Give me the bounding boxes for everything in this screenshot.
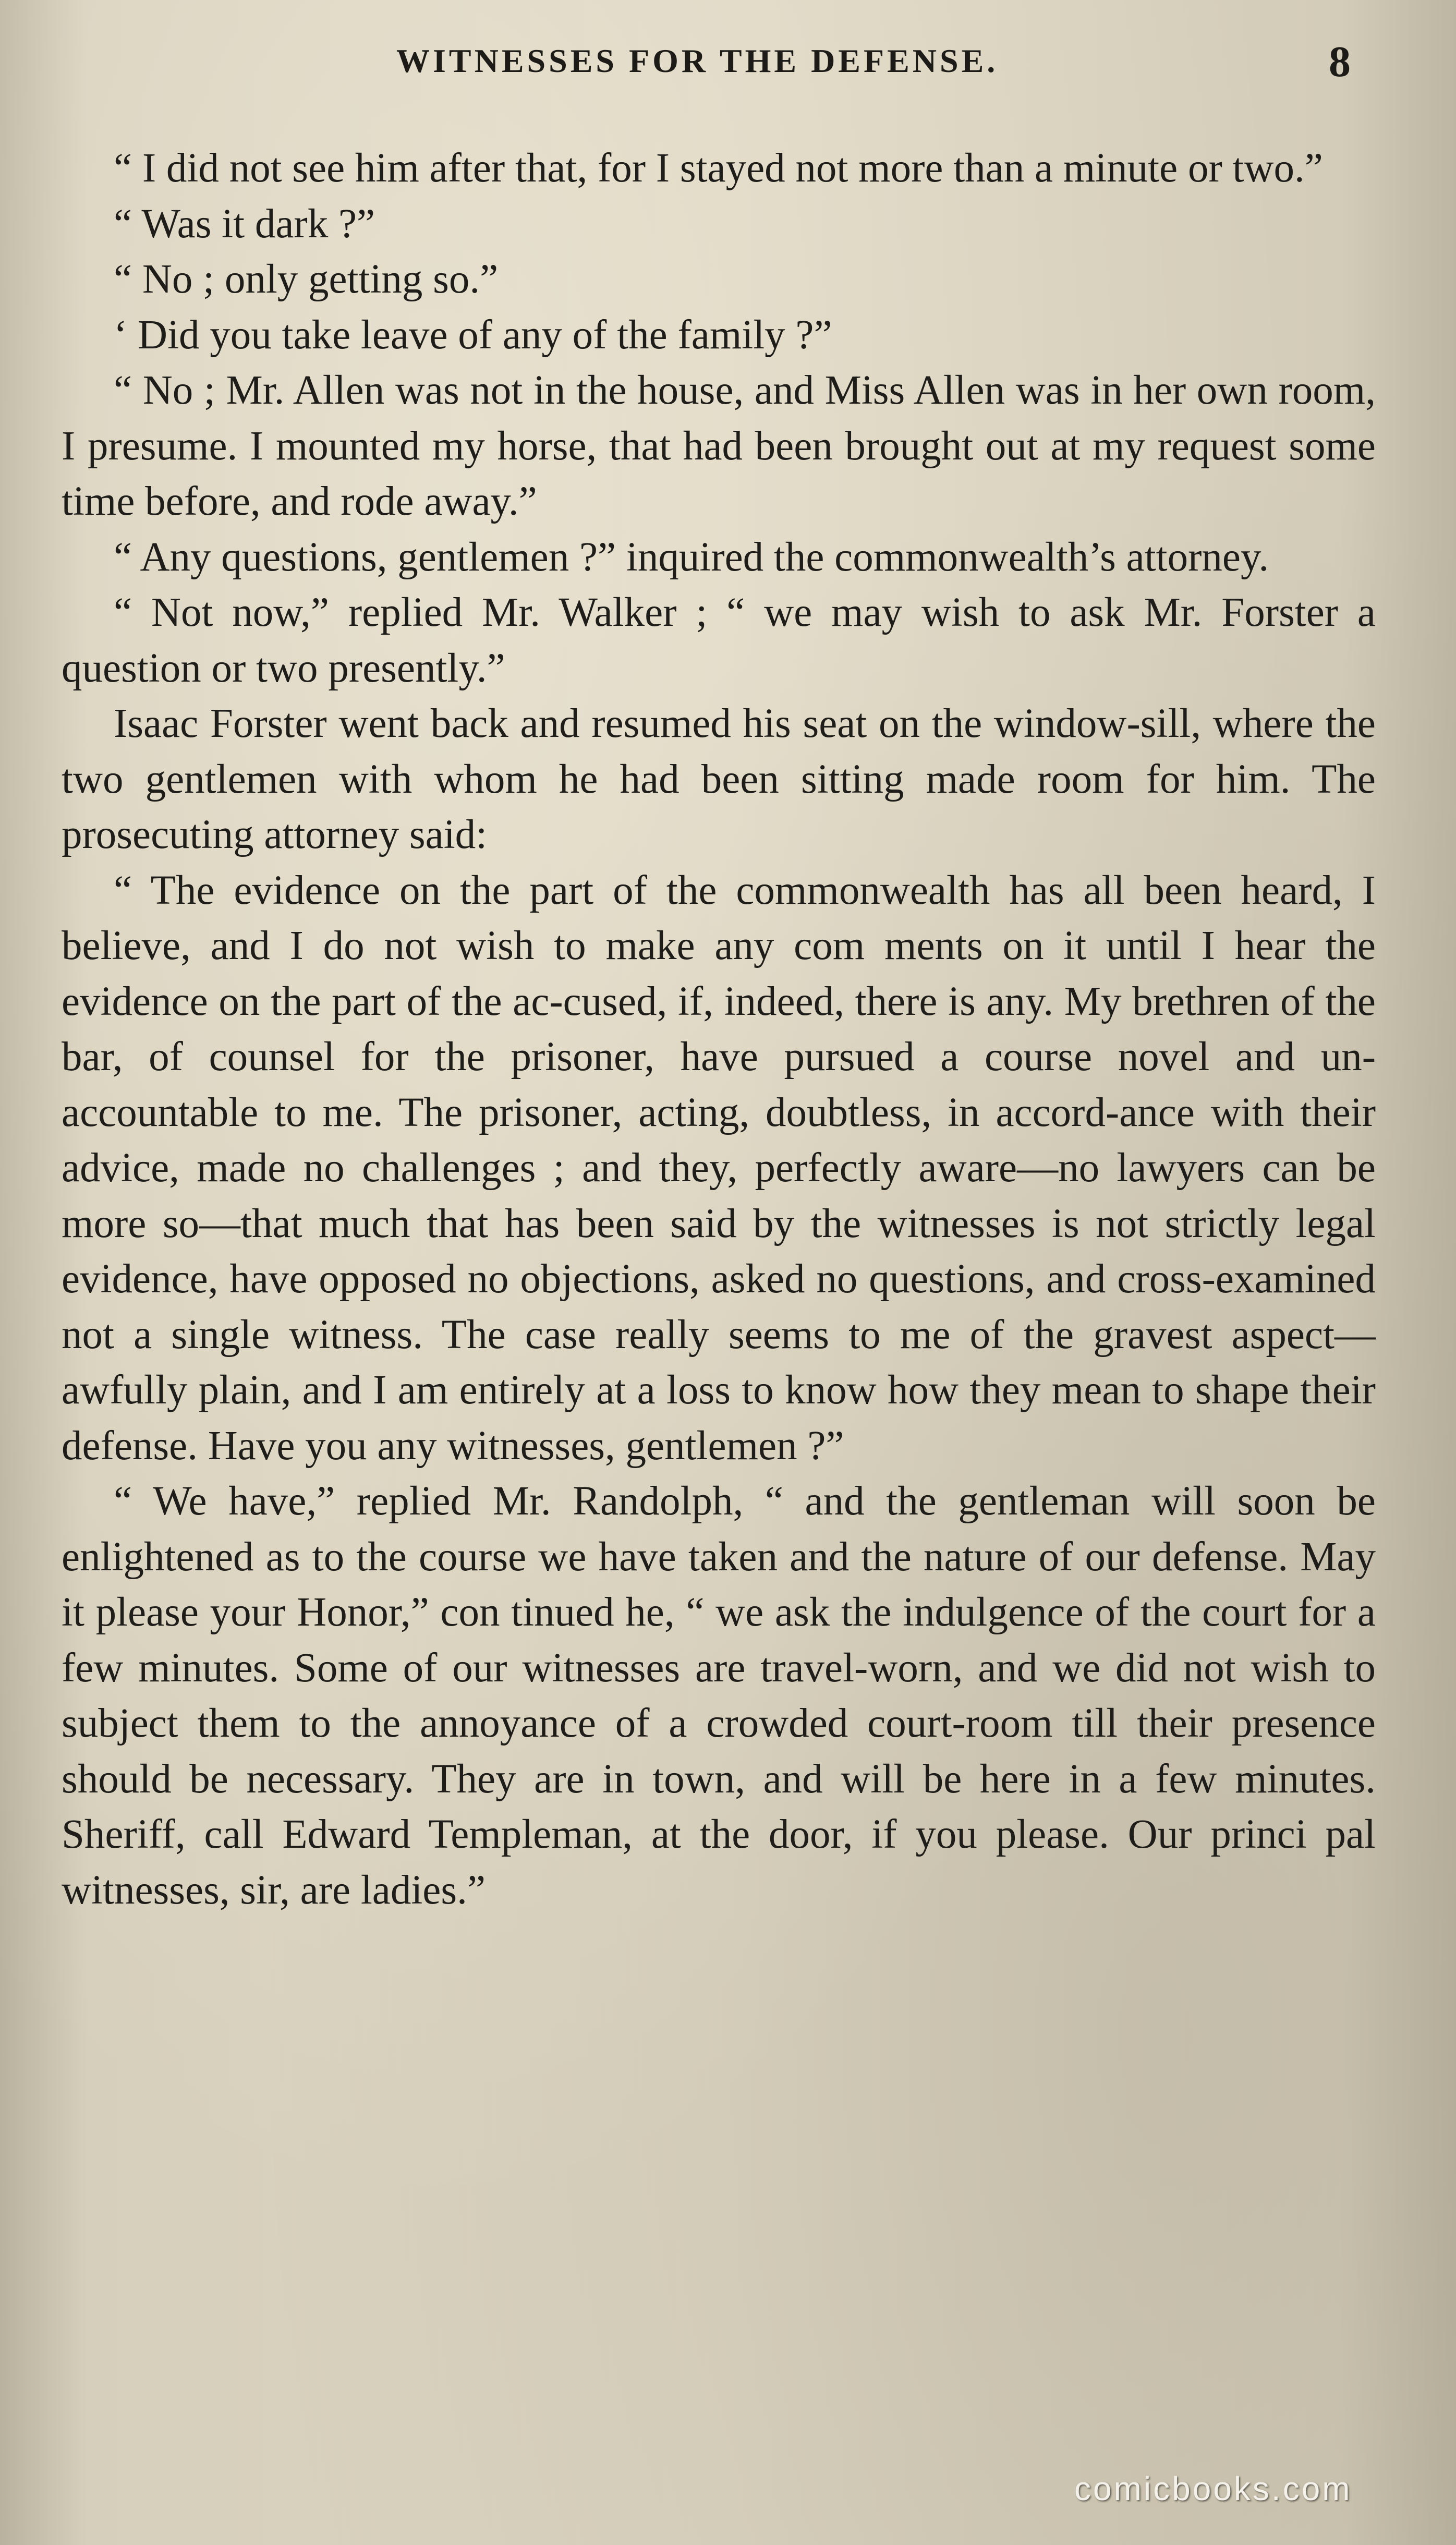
running-head bbox=[0, 37, 1456, 94]
paragraph: “ No ; Mr. Allen was not in the house, and Miss Allen was in her own room, I presume. I mounted my horse, that had been brought out at my request some time before, and rode away.” bbox=[62, 368, 1376, 524]
watermark: comicbooks.com bbox=[1074, 2470, 1352, 2507]
running-title: WITNESSES FOR THE DEFENSE. bbox=[396, 42, 999, 79]
paragraph: “ I did not see him after that, for I stayed not more than a minute or two.” bbox=[114, 146, 1323, 191]
body-text bbox=[62, 141, 1376, 1918]
paragraph: ‘ Did you take leave of any of the family ?” bbox=[114, 312, 832, 358]
paragraph: “ Not now,” replied Mr. Walker ; “ we may wish to ask Mr. Forster a question or two presently.” bbox=[62, 590, 1376, 691]
paragraph: “ We have,” replied Mr. Randolph, “ and the gentleman will soon be enlightened as to the course we have taken and the nature of our defense. May it please your Honor,” con tinued he, “ we ask the indulgence of the court for a few minutes. Some of our witnesses are travel-worn, and we did not wish to subject them to the annoyance of a crowded court-room till their presence should be necessary. They are in town, and will be here in a few minutes. Sheriff, call Edward Templeman, at the door, if you please. Our princi pal witnesses, sir, are ladies.” bbox=[62, 1478, 1376, 1913]
paragraph: “ Any questions, gentlemen ?” inquired the commonwealth’s attorney. bbox=[114, 534, 1269, 580]
paragraph: Isaac Forster went back and resumed his seat on the window-sill, where the two gentlemen with whom he had been sitting made room for him. The prosecuting attorney said: bbox=[62, 701, 1376, 857]
paragraph: “ No ; only getting so.” bbox=[114, 257, 499, 302]
page-number: 8 bbox=[1329, 38, 1351, 86]
paragraph: “ Was it dark ?” bbox=[114, 201, 375, 247]
paragraph: “ The evidence on the part of the commonwealth has all been heard, I believe, and I do not wish to make any com ments on it until I hear the evidence on the part of the ac-cused, if, indeed, there is any. My brethren of the bar, of counsel for the prisoner, have pursued a course novel and un-accountable to me. The prisoner, acting, doubtless, in accord-ance with their advice, made no challenges ; and they, perfectly aware—no lawyers can be more so—that much that has been said by the witnesses is not strictly legal evidence, have opposed no objections, asked no questions, and cross-examined not a single witness. The case really seems to me of the gravest aspect—awfully plain, and I am entirely at a loss to know how they mean to shape their defense. Have you any witnesses, gentlemen ?” bbox=[62, 867, 1376, 1469]
